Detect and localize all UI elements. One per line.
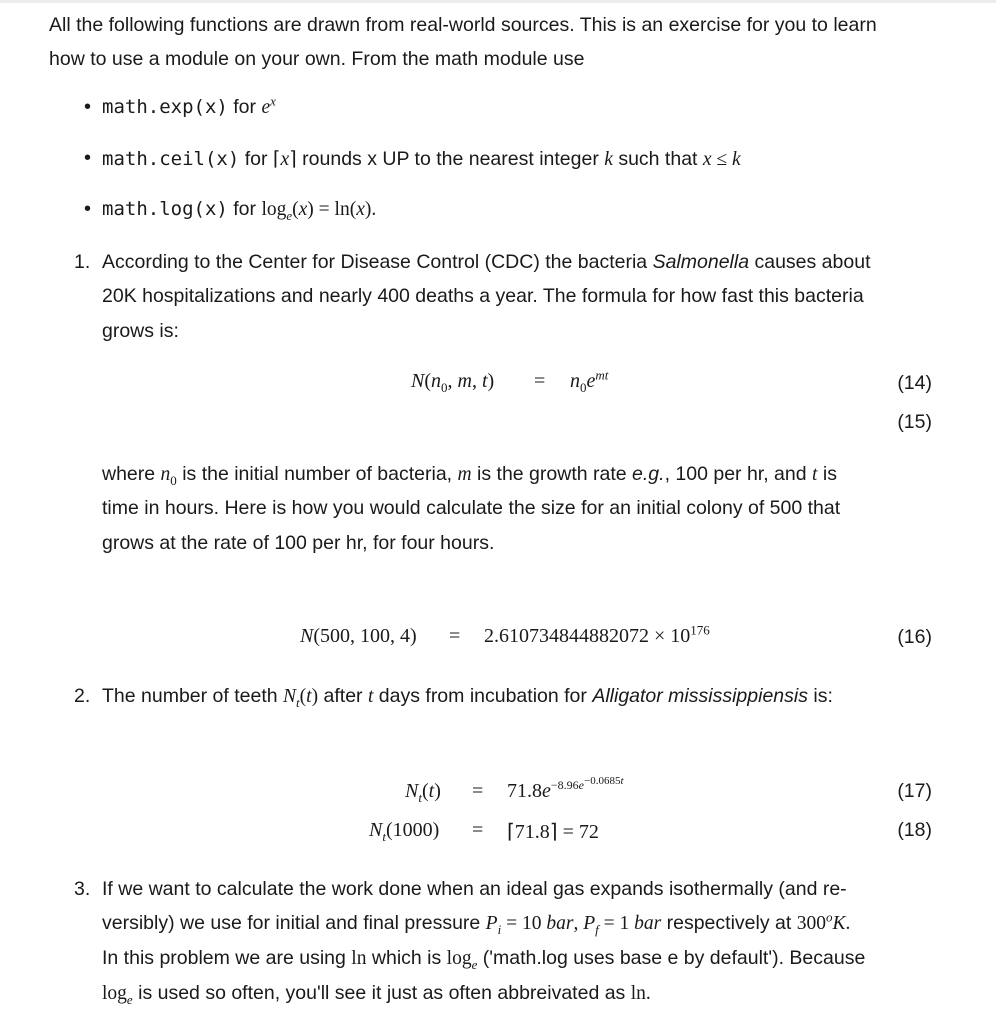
equals-sign: = <box>534 370 546 392</box>
item1-line-5: time in hours. Here is how you would calculate the size for an initial colony of 500 that <box>102 497 841 519</box>
equation-16-rhs: $2.610734844882072 \times 10^{176}$ <box>484 622 710 647</box>
equation-17-rhs: $71.8e^{-8.96e^{-0.0685t}}$ <box>507 775 624 802</box>
formula-ceil-x: ⌈x⌉ <box>272 149 297 170</box>
intro-line-2: how to use a module on your own. From the math module use <box>49 48 585 70</box>
item3-line-1: If we want to calculate the work done when an ideal gas expands isothermally (and re- <box>102 878 847 900</box>
equation-14-lhs: $N(n_0$, m, t) <box>411 370 495 395</box>
bullet-exp: math.exp(x) for $e^x$ <box>102 93 276 118</box>
item1-line-1: According to the Center for Disease Control (CDC) the bacteria Salmonella causes about <box>102 251 871 273</box>
item3-line-4: $\log_e$ is used so often, you'll see it just as often abbreivated as ln. <box>102 982 651 1007</box>
item2-line-1: The number of teeth $N_t(t)$ after t days from incubation for Alligator mississippiensis is: <box>102 685 833 710</box>
formula-x-le-k: x ≤ k <box>702 149 741 170</box>
item1-line-3: grows is: <box>102 320 179 342</box>
bullet-log: math.log(x) for $\log_e(x) = \ln(x)$. <box>102 198 377 223</box>
bullet-dot: • <box>84 198 92 220</box>
code-math-log: math.log(x) <box>102 198 228 220</box>
formula-log-e: $\log_e(x) = \ln(x)$. <box>261 199 377 223</box>
equation-18-rhs: ⌈71.8⌉ = 72 <box>507 821 599 843</box>
equation-number-17: (17) <box>897 780 932 802</box>
equals-sign: = <box>449 625 461 647</box>
item-number-3: 3. <box>74 878 91 900</box>
item1-line-2: 20K hospitalizations and nearly 400 deaths a year. The formula for how fast this bacteria <box>102 285 864 307</box>
equation-18-lhs: $N_t(1000)$ <box>369 819 440 844</box>
item1-line-4: where $n_0$ is the initial number of bacteria, m is the growth rate e.g., 100 per hr, and t is <box>102 463 837 488</box>
equals-sign: = <box>472 780 484 802</box>
item-number-1: 1. <box>74 251 91 273</box>
equation-number-14: (14) <box>897 372 932 394</box>
code-math-exp: math.exp(x) <box>102 96 228 118</box>
bullet-dot: • <box>84 96 92 118</box>
equation-number-15: (15) <box>897 411 932 433</box>
top-divider <box>0 0 996 3</box>
item3-line-2: versibly) we use for initial and final pressure $P_i = 10$ bar, $P_f = 1$ bar respectively at 300$^o$K. <box>102 909 851 937</box>
intro-line-1: All the following functions are drawn from real-world sources. This is an exercise for you to learn <box>49 14 877 36</box>
item-number-2: 2. <box>74 685 91 707</box>
equation-number-18: (18) <box>897 819 932 841</box>
code-math-ceil: math.ceil(x) <box>102 148 240 170</box>
equation-number-16: (16) <box>897 626 932 648</box>
equation-14-rhs: $n_0e^{mt}$ <box>570 367 609 395</box>
formula-e-x: $e^x$ <box>261 93 276 118</box>
item1-line-6: grows at the rate of 100 per hr, for four hours. <box>102 532 495 554</box>
bullet-ceil: math.ceil(x) for ⌈x⌉ rounds x UP to the nearest integer k such that x ≤ k <box>102 148 741 170</box>
equation-17-lhs: $N_t(t)$ <box>405 780 441 805</box>
equation-16-lhs: N(500, 100, 4) <box>300 625 417 647</box>
equals-sign: = <box>472 819 484 841</box>
item3-line-3: In this problem we are using ln which is $\log_e$ ('math.log uses base e by default'). Because <box>102 947 866 972</box>
bullet-dot: • <box>84 147 92 169</box>
